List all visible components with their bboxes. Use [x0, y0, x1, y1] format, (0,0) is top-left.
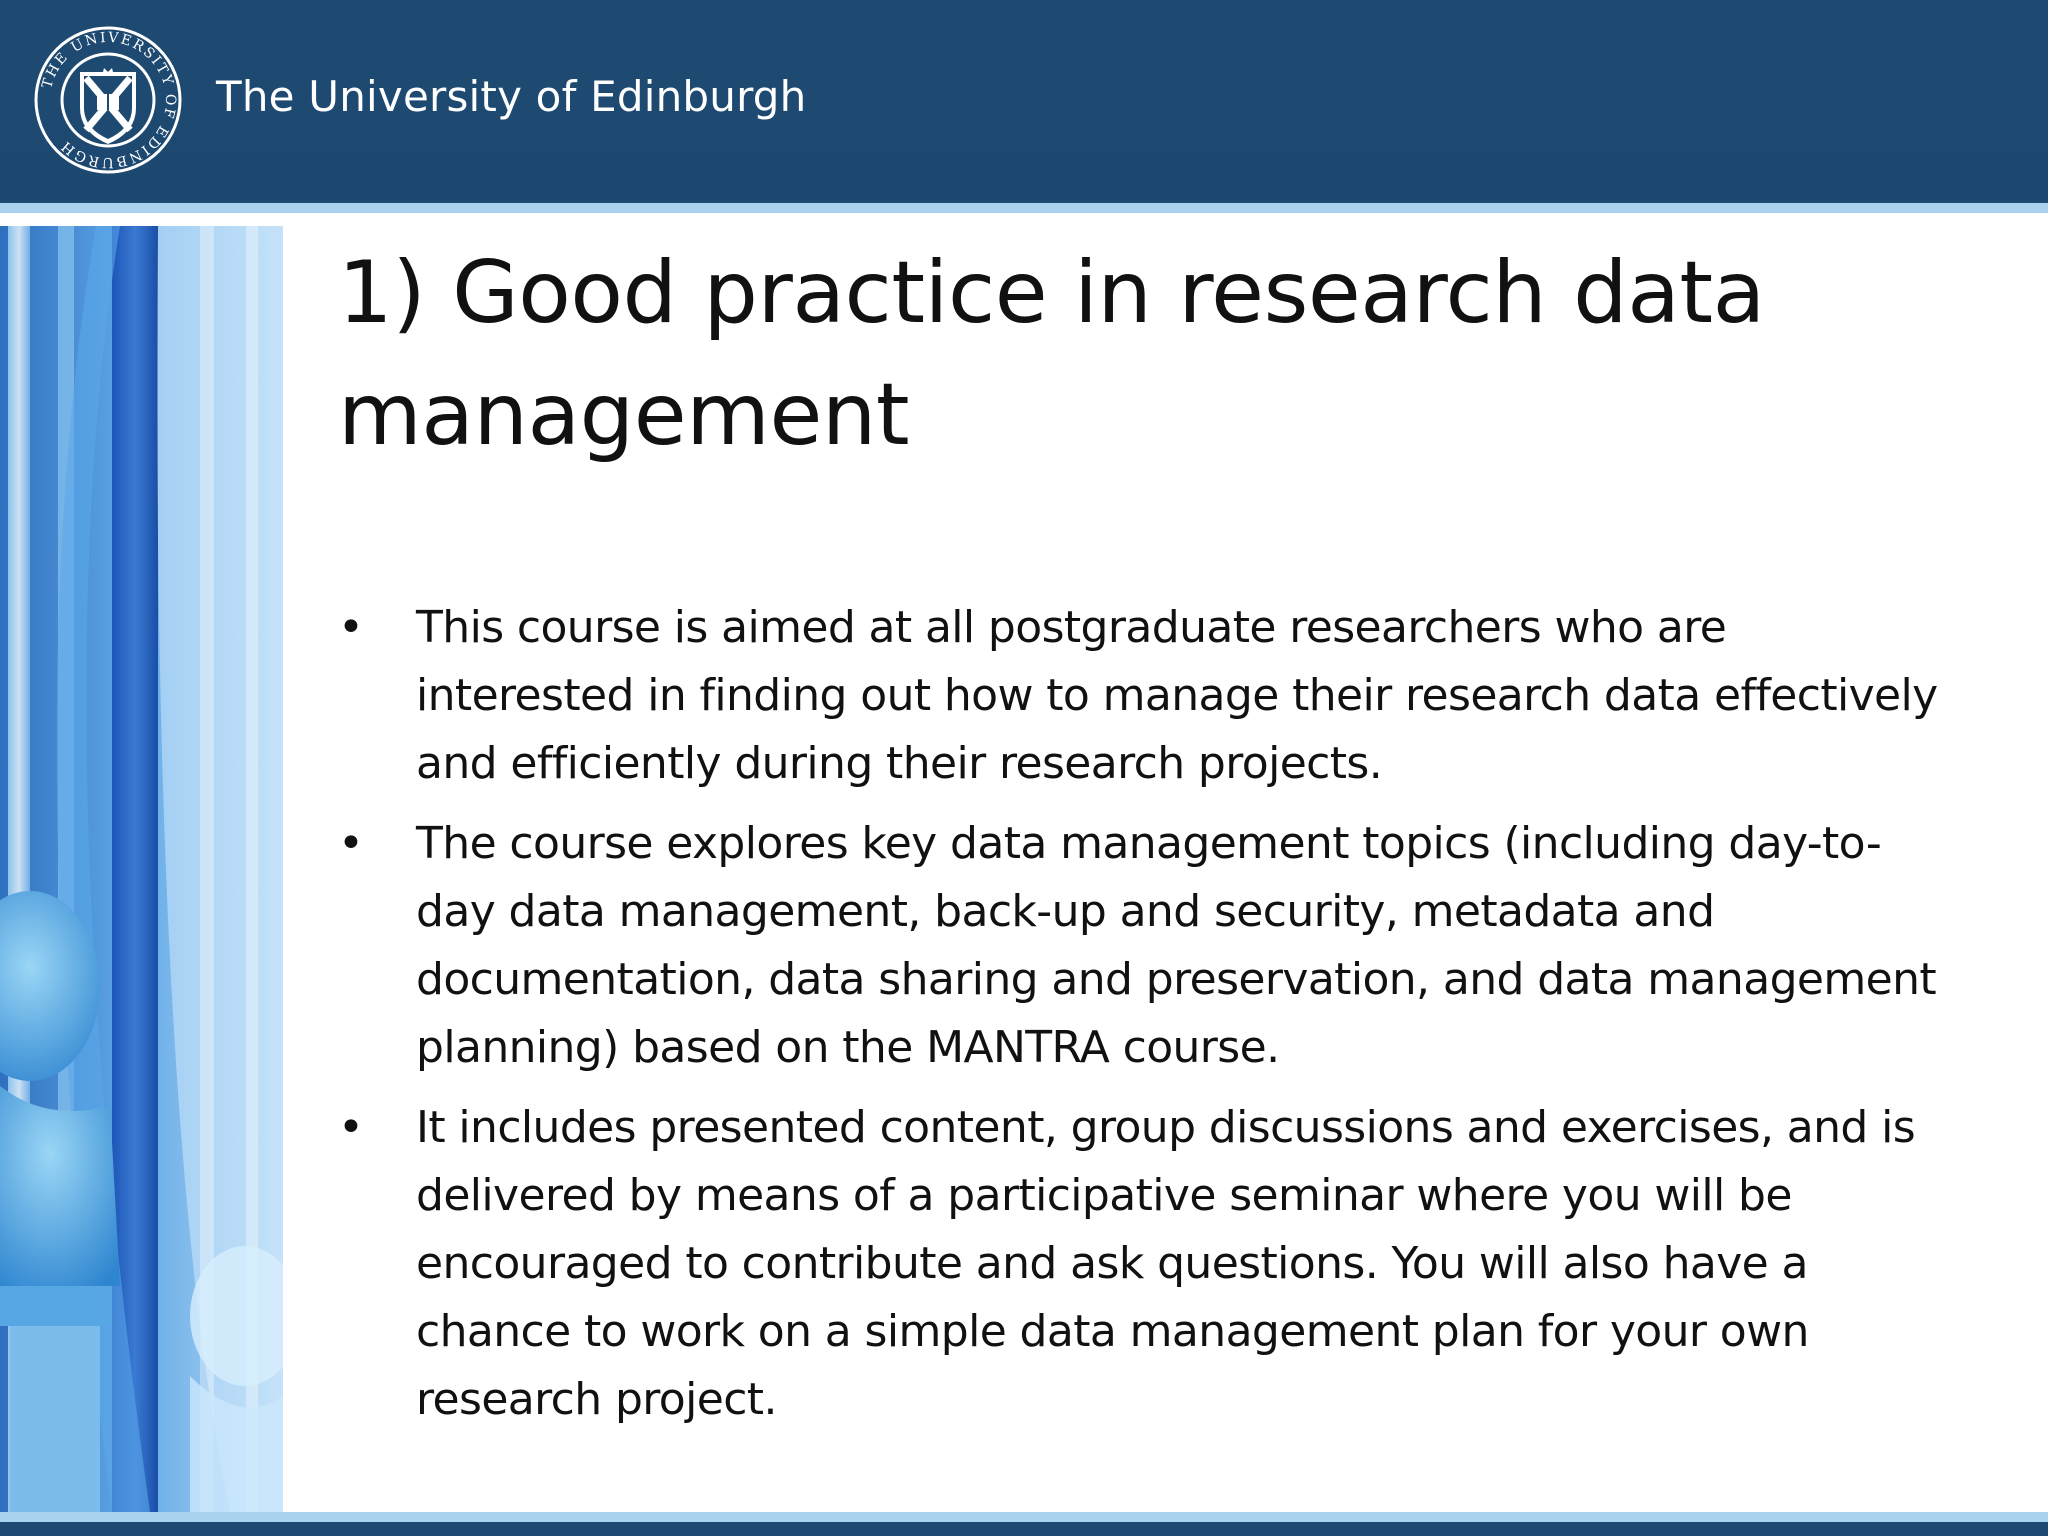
slide-footer — [0, 1522, 2048, 1536]
bullet-item — [338, 1094, 1938, 1434]
bullet-text: The course explores key data management topics (including day-to-day data management, back-up and security, metadata and documentation, data sharing and preservation, and data management planning) based on the MANTRA course. — [416, 818, 1937, 1073]
bullet-icon: • — [338, 602, 364, 653]
bullet-icon: • — [338, 1102, 364, 1153]
crest-lettering: THE UNIVERSITY OF EDINBURGH — [39, 29, 179, 171]
footer-stripe — [0, 1512, 2048, 1522]
bullet-item — [338, 594, 1938, 798]
header-stripe — [0, 203, 2048, 213]
slide-header — [0, 0, 2048, 203]
statue-columns-image — [0, 226, 283, 1512]
bullet-text: This course is aimed at all postgraduate researchers who are interested in finding out how to manage their research data effectively and efficiently during their research projects. — [416, 602, 1938, 789]
bullet-text: It includes presented content, group discussions and exercises, and is delivered by means of a participative seminar where you will be encouraged to contribute and ask questions. You will also have a chance to work on a simple data management plan for your own research project. — [416, 1102, 1916, 1425]
university-crest-icon — [34, 26, 182, 174]
bullet-icon: • — [338, 818, 364, 869]
slide-title: 1) Good practice in research data management — [338, 243, 1765, 465]
university-name: The University of Edinburgh — [216, 72, 807, 121]
bullet-item — [338, 810, 1938, 1082]
bullet-list — [338, 594, 1938, 1446]
